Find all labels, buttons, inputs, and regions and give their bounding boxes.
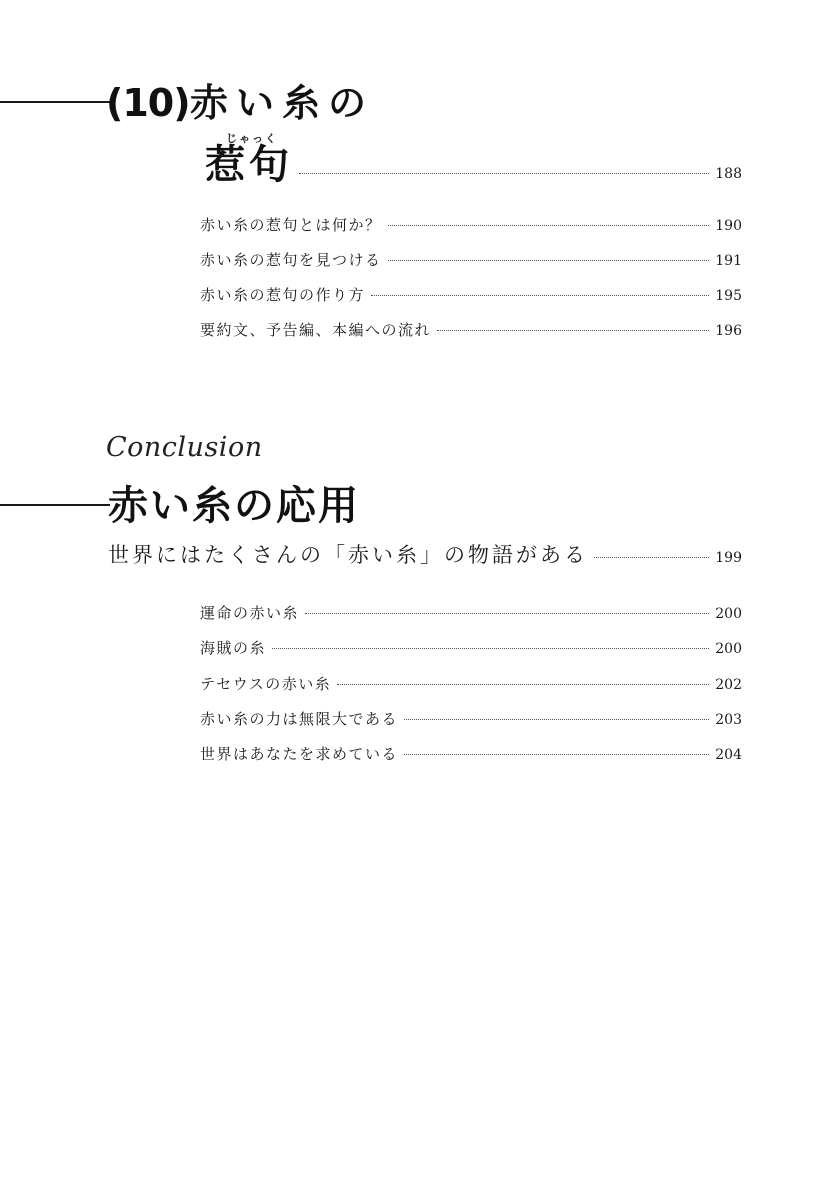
entry-title: 赤い糸の惹句とは何か？ (200, 216, 382, 234)
page-number: 200 (715, 606, 742, 622)
leader-dots (404, 719, 709, 720)
conclusion-rule (0, 504, 110, 506)
entry-title: 運命の赤い糸 (200, 604, 300, 622)
leader-dots (437, 330, 709, 331)
toc-entry[interactable] (200, 708, 742, 730)
leader-dots (337, 684, 709, 685)
conclusion-title: 赤い糸の応用 (108, 483, 360, 529)
conclusion-subtitle: 世界にはたくさんの「赤い糸」の物語がある (108, 543, 588, 567)
entry-title: テセウスの赤い糸 (200, 675, 332, 693)
toc-entry[interactable] (200, 249, 742, 271)
conclusion-label: Conclusion (106, 432, 263, 463)
toc-entry[interactable] (200, 214, 742, 236)
toc-entry[interactable] (200, 319, 742, 341)
leader-dots (305, 613, 709, 614)
page-number: 204 (715, 747, 742, 763)
chapter-title-line2: 惹句 (205, 142, 293, 188)
leader-dots (594, 557, 709, 558)
entry-title: 海賊の糸 (200, 639, 267, 657)
page-number: 195 (715, 288, 742, 304)
page-number: 203 (715, 712, 742, 728)
toc-entry[interactable] (200, 743, 742, 765)
chapter-title-ruby: じゃっく (226, 132, 278, 145)
entry-title: 要約文、予告編、本編への流れ (200, 321, 432, 339)
leader-dots (404, 754, 709, 755)
leader-dots (272, 648, 709, 649)
leader-dots (388, 225, 710, 226)
chapter-rule (0, 101, 110, 103)
toc-entry[interactable] (200, 673, 742, 695)
toc-entry[interactable] (200, 637, 742, 659)
page-number: 191 (715, 253, 742, 269)
leader-dots (371, 295, 709, 296)
toc-entry[interactable] (200, 284, 742, 306)
page-number: 196 (715, 323, 742, 339)
conclusion-subtitle-entry[interactable] (108, 539, 742, 569)
entry-title: 世界はあなたを求めている (200, 745, 399, 763)
chapter-number: (10) (106, 81, 190, 125)
entry-title: 赤い糸の力は無限大である (200, 710, 399, 728)
page-number: 199 (715, 550, 742, 566)
leader-dots (299, 173, 709, 174)
entry-title: 赤い糸の惹句の作り方 (200, 286, 366, 304)
chapter-heading-entry[interactable] (205, 142, 742, 188)
entry-title: 赤い糸の惹句を見つける (200, 251, 382, 269)
toc-entry[interactable] (200, 602, 742, 624)
page-number: 188 (715, 166, 742, 182)
page-number: 190 (715, 218, 742, 234)
page-number: 202 (715, 677, 742, 693)
page-number: 200 (715, 641, 742, 657)
leader-dots (388, 260, 710, 261)
chapter-title-line1: 赤い糸の (190, 81, 375, 125)
